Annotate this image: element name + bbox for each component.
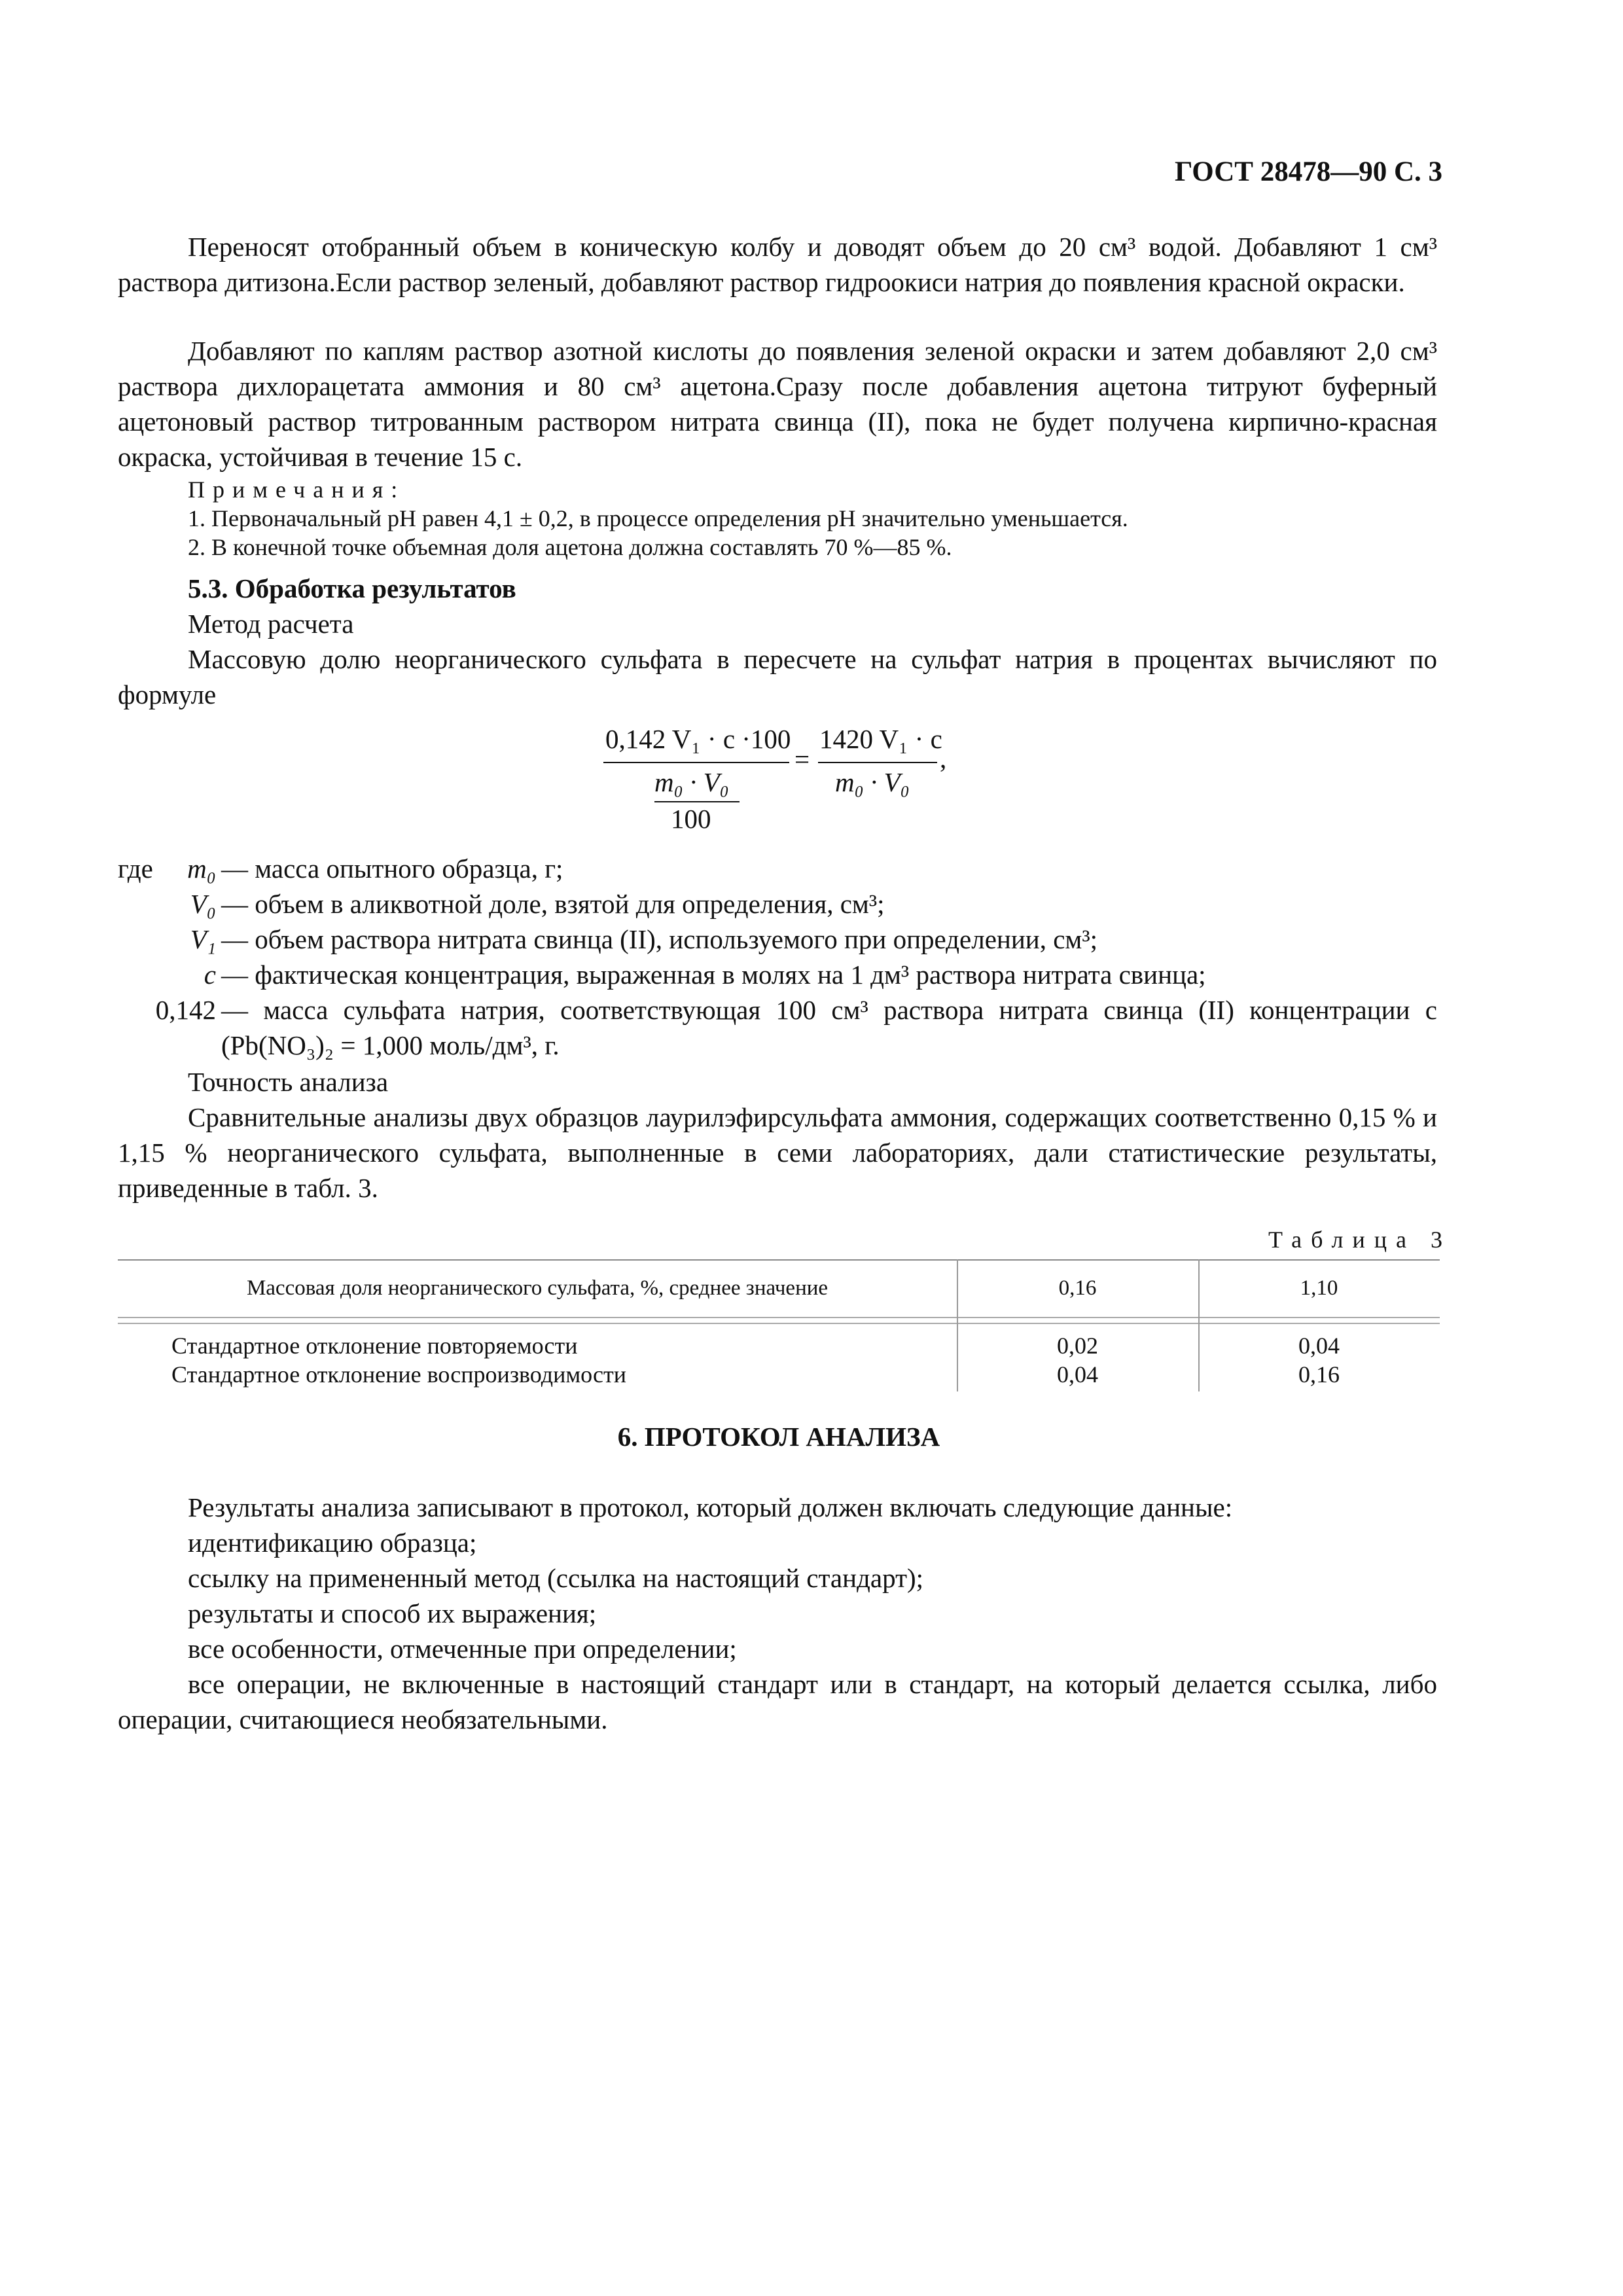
formula-den-left: m₀ · V₀ bbox=[654, 767, 729, 797]
formula-den-right: m₀ · V₀ bbox=[835, 767, 910, 797]
where-sym-v0: V₀ bbox=[190, 889, 216, 919]
formula-equals: = bbox=[794, 744, 810, 774]
section-6-heading: 6. ПРОТОКОЛ АНАЛИЗА bbox=[617, 1422, 940, 1452]
formula-num-right: 1420 V₁ · c bbox=[819, 724, 942, 754]
table-row-1-c2: 0,04 bbox=[1298, 1333, 1340, 1359]
where-sym-m0: m₀ bbox=[187, 853, 216, 884]
method-label: Метод расчета bbox=[188, 609, 354, 639]
where-text-v1: — объем раствора нитрата свинца (II), используемого при определении, см³; bbox=[221, 924, 1098, 954]
table-row-1-c1: 0,02 bbox=[1057, 1333, 1098, 1359]
where-text-m0: — масса опытного образца, г; bbox=[221, 853, 563, 884]
notes-heading: Примечания: bbox=[188, 476, 406, 503]
protocol-item-3: результаты и способ их выражения; bbox=[188, 1598, 597, 1628]
table-row-2-c2: 0,16 bbox=[1298, 1361, 1340, 1388]
accuracy-heading: Точность анализа bbox=[188, 1067, 389, 1097]
running-header: ГОСТ 28478—90 С. 3 bbox=[1174, 156, 1442, 187]
protocol-item-5: все операции, не включенные в настоящий стандарт или в стандарт, на который делается ссылка, либо операции, считающиеся необязательными. bbox=[118, 1669, 1437, 1734]
note-1: 1. Первоначальный pH равен 4,1 ± 0,2, в процессе определения pH значительно уменьшается. bbox=[188, 505, 1128, 531]
table-header-rule-2 bbox=[118, 1323, 1440, 1324]
section-6-intro: Результаты анализа записывают в протокол, который должен включать следующие данные: bbox=[188, 1492, 1233, 1522]
where-text-c: — фактическая концентрация, выраженная в молях на 1 дм³ раствора нитрата свинца; bbox=[221, 960, 1206, 990]
section-5-3-intro: Массовую долю неорганического сульфата в пересчете на сульфат натрия в процентах вычисляют по формуле bbox=[118, 644, 1437, 709]
formula-hundred: 100 bbox=[671, 804, 711, 834]
paragraph-2: Добавляют по каплям раствор азотной кислоты до появления зеленой окраски и затем добавляют 2,0 см³ раствора дихлорацетата аммония и 80 см³ ацетона.Сразу после добавления ацетона титруют буферный ацетоновый раствор титрованным раствором нитрата свинца (II), пока не будет получена кирпично-красная окраска, устойчивая в течение 15 с. bbox=[118, 336, 1437, 472]
formula-num-left: 0,142 V₁ · c ·100 bbox=[605, 724, 791, 754]
table-header-rule-1 bbox=[118, 1317, 1440, 1318]
protocol-item-4: все особенности, отмеченные при определении; bbox=[188, 1634, 737, 1664]
note-2: 2. В конечной точке объемная доля ацетона должна составлять 70 %—85 %. bbox=[188, 534, 952, 560]
where-sym-0142: 0,142 bbox=[155, 995, 216, 1025]
formula-inner-bar bbox=[603, 762, 789, 763]
where-text-v0: — объем в аликвотной доле, взятой для определения, см³; bbox=[221, 889, 885, 919]
table-row-1-label: Стандартное отклонение повторяемости bbox=[171, 1333, 578, 1359]
table-top-rule bbox=[118, 1259, 1440, 1261]
paragraph-1: Переносят отобранный объем в коническую колбу и доводят объем до 20 см³ водой. Добавляют 1 см³ раствора дитизона.Если раствор зеленый, добавляют раствор гидроокиси натрия до появления красной окраски. bbox=[118, 232, 1437, 297]
table-row-2-c1: 0,04 bbox=[1057, 1361, 1098, 1388]
where-sym-c: c bbox=[204, 960, 216, 990]
formula-comma: , bbox=[940, 744, 947, 774]
table-header-label: Массовая доля неорганического сульфата, %, среднее значение bbox=[246, 1276, 829, 1300]
where-text-0142: — масса сульфата натрия, соответствующая 100 см³ раствора нитрата свинца (II) концентрации c (Pb(NO₃)₂ = 1,000 моль/дм³, г. bbox=[221, 995, 1437, 1060]
table-row-2-label: Стандартное отклонение воспроизводимости bbox=[171, 1361, 626, 1388]
where-sym-v1: V₁ bbox=[190, 924, 216, 954]
table-caption: Таблица 3 bbox=[1268, 1227, 1452, 1253]
table-header-c2: 1,10 bbox=[1300, 1276, 1338, 1300]
protocol-item-2: ссылку на примененный метод (ссылка на настоящий стандарт); bbox=[188, 1563, 924, 1593]
accuracy-text: Сравнительные анализы двух образцов лаурилэфирсульфата аммония, содержащих соответственно 0,15 % и 1,15 % неорганического сульфата, выполненные в семи лабораториях, дали статистические результаты, приведенные в табл. 3. bbox=[118, 1102, 1437, 1203]
section-5-3-heading: 5.3. Обработка результатов bbox=[188, 573, 516, 603]
table-header-c1: 0,16 bbox=[1058, 1276, 1097, 1300]
protocol-item-1: идентификацию образца; bbox=[188, 1528, 477, 1558]
formula-right-bar bbox=[818, 762, 937, 763]
where-intro: где bbox=[118, 853, 153, 884]
